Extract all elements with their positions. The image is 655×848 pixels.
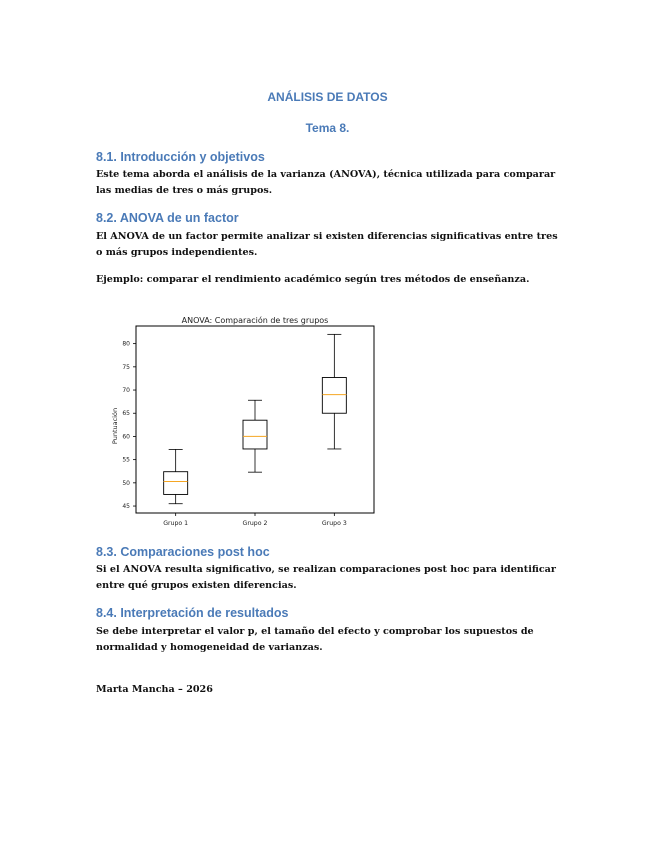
y-tick-label: 45	[122, 503, 130, 511]
footer-author: Marta Mancha – 2026	[96, 684, 213, 695]
y-tick-label: 80	[122, 340, 130, 348]
box-iqr	[322, 378, 346, 414]
boxplot-chart	[100, 308, 390, 527]
section-heading-interpretation: 8.4. Interpretación de resultados	[96, 606, 289, 620]
section-paragraph-example: Ejemplo: comparar el rendimiento académico según tres métodos de enseñanza.	[96, 274, 530, 285]
y-tick-label: 75	[122, 363, 130, 371]
chart-y-axis-label: Puntuación	[111, 407, 119, 445]
x-tick-label: Grupo 3	[321, 520, 347, 527]
y-tick-label: 60	[122, 433, 130, 441]
section-paragraph-interpretation: Se debe interpretar el valor p, el tamaño del efecto y comprobar los supuestos de normalidad y homogeneidad de varianzas.	[96, 626, 534, 653]
document-subtitle: Tema 8.	[305, 121, 350, 135]
y-tick-label: 50	[122, 479, 130, 487]
y-tick-label: 70	[122, 387, 130, 395]
section-paragraph-intro: Este tema aborda el análisis de la varianza (ANOVA), técnica utilizada para comparar las medias de tres o más grupos.	[96, 169, 556, 196]
section-paragraph-posthoc: Si el ANOVA resulta significativo, se realizan comparaciones post hoc para identificar entre qué grupos existen diferencias.	[96, 564, 556, 591]
y-tick-label: 55	[122, 456, 130, 464]
box-iqr	[243, 420, 267, 449]
x-tick-label: Grupo 2	[242, 520, 268, 527]
section-paragraph-anova: El ANOVA de un factor permite analizar si existen diferencias significativas entre tres o más grupos independientes.	[96, 231, 558, 258]
y-tick-label: 65	[122, 410, 130, 418]
document-title: ANÁLISIS DE DATOS	[267, 90, 388, 104]
box-iqr	[164, 472, 188, 495]
section-heading-posthoc: 8.3. Comparaciones post hoc	[96, 545, 270, 559]
chart-title: ANOVA: Comparación de tres grupos	[181, 316, 329, 325]
section-heading-anova: 8.2. ANOVA de un factor	[96, 211, 239, 225]
x-tick-label: Grupo 1	[163, 520, 189, 527]
section-heading-intro: 8.1. Introducción y objetivos	[96, 150, 265, 164]
